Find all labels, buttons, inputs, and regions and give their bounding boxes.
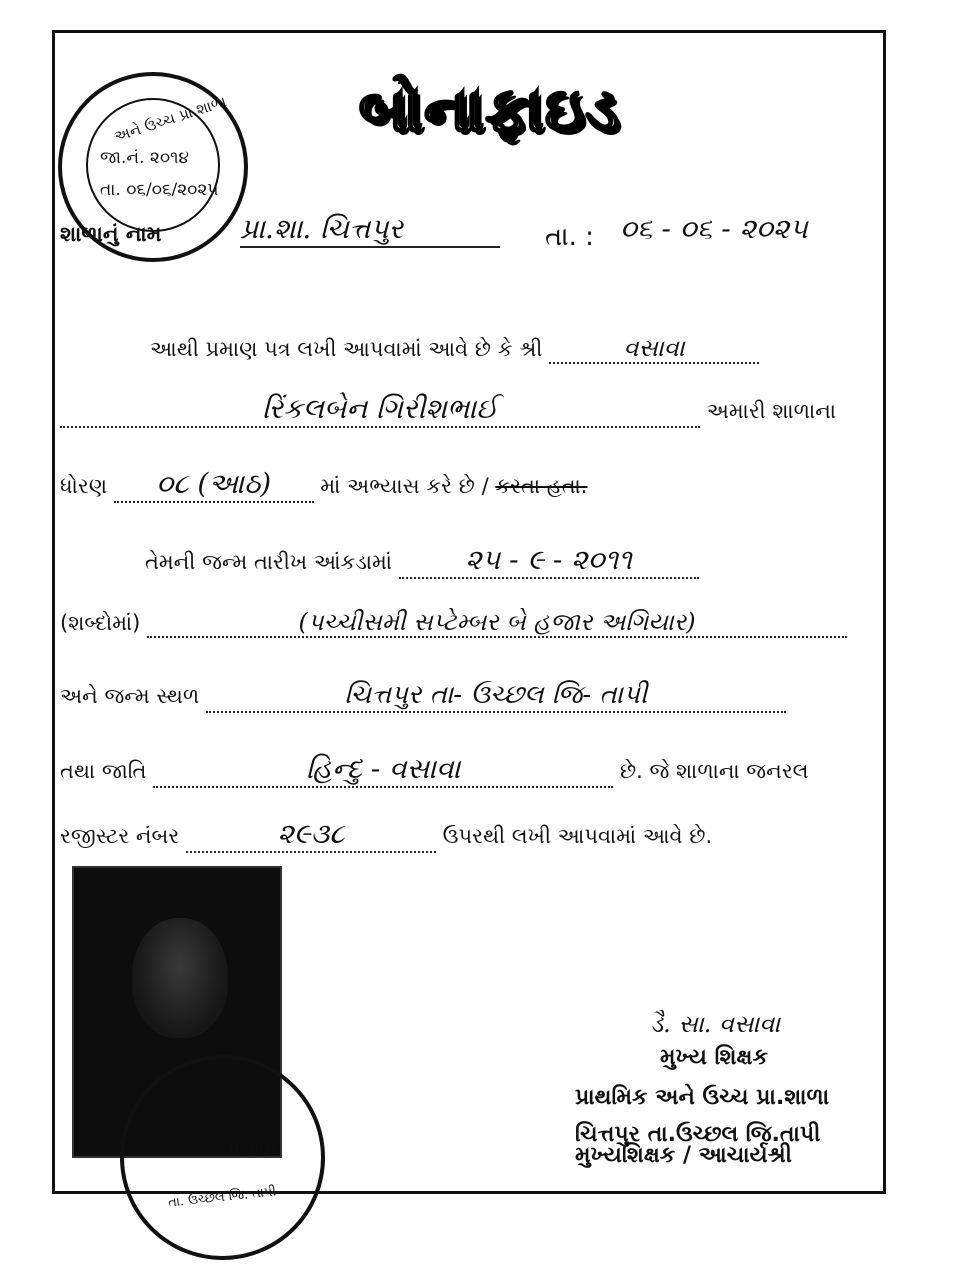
seal-top-line1: અને ઉચ્ચ પ્રા.શાળા [112,92,229,146]
register-number-label: રજીસ્ટર નંબર [60,824,180,848]
signature-school: પ્રાથમિક અને ઉચ્ચ પ્રા.શાળા [575,1085,830,1110]
register-number-value: ૨૯૩૮ [186,817,436,853]
birthdate-words-value: (પચ્ચીસમી સપ્ટેમ્બર બે હજાર અગિયાર) [147,608,847,638]
birthplace-value: ચિત્તપુર તા- ઉચ્છલ જિ- તાપી [206,680,786,713]
birthplace-label: અને જન્મ સ્થળ [60,684,200,708]
general-register-text: છે. જે શાળાના જનરલ [619,759,809,783]
standard-value: ૦૮ (આઠ) [114,467,314,503]
school-name-value: પ્રા.શા. ચિત્તપુર [240,212,500,248]
birthdate-label: તેમની જન્મ તારીખ આંકડામાં [145,550,393,574]
seal-top-number: જા.નં. ૨૦૧૪ [100,148,189,168]
seal-bottom-text: તા. ઉચ્છલ જિ. તાપી [167,1184,277,1211]
standard-label: ધોરણ [60,474,108,498]
struck-text: કરતા હતા. [495,474,588,498]
caste-value: હિન્દુ - વસાવા [153,752,613,788]
signature-place: ચિત્તપુર તા.ઉચ્છલ જિ.તાપી [575,1122,821,1147]
birthdate-value: ૨૫ - ૯ - ૨૦૧૧ [399,543,699,579]
signature-scrawl: ડૈ. સા. વસાવા [650,1010,781,1038]
school-date-value: ૦૬ - ૦૬ - ૨૦૨૫ [620,212,808,245]
signature-footer: મુખ્યશિક્ષક / આચાર્યશ્રી [575,1143,792,1168]
seal-bottom-date: 10/2021 [228,1143,278,1157]
our-school-text: અમારી શાળાના [706,399,837,423]
signature-role: મુખ્ય શિક્ષક [660,1045,769,1070]
school-name-label: શાળાનું નામ [60,222,162,246]
birthdate-words-label: (શબ્દોમાં) [60,611,141,635]
seal-top-date: તા. ૦૬/૦૬/૨૦૨૫ [100,180,219,200]
studying-text: માં અભ્યાસ કરે છે / [320,474,489,498]
school-date-label: તા. : [545,222,594,252]
caste-label: તથા જાતિ [60,759,147,783]
student-face [132,918,228,1038]
certify-text: આથી પ્રમાણ પત્ર લખી આપવામાં આવે છે કે શ્રી [150,337,543,361]
document-title: બોનાફાઇડ [359,75,621,145]
issued-from-text: ઉપરથી લખી આપવામાં આવે છે. [442,824,713,848]
surname-value: વસાવા [549,334,759,364]
student-name-value: રિંકલબેન ગિરીશભાઈ [60,392,700,428]
school-seal-bottom [120,1055,325,1260]
